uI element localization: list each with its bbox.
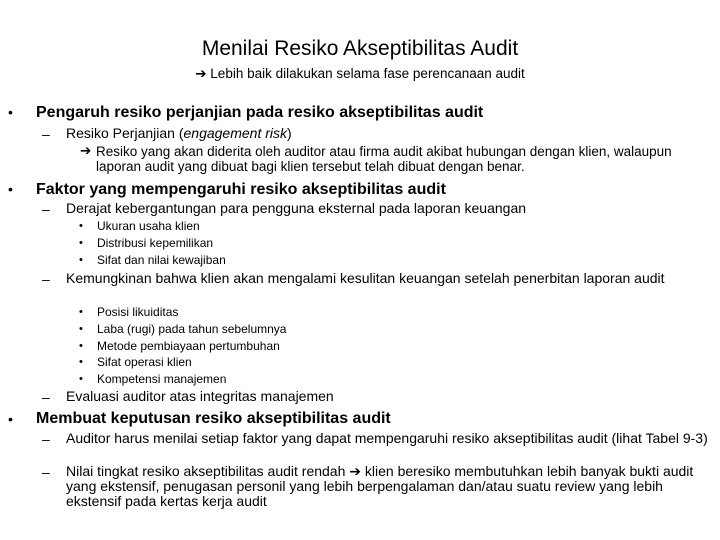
dash-icon: – — [42, 271, 50, 287]
item-text: Resiko Perjanjian ( — [66, 125, 184, 141]
bullet-icon: • — [8, 411, 13, 427]
dot-icon: • — [79, 306, 83, 318]
item-text-end: ) — [287, 125, 292, 141]
list-item: Sifat dan nilai kewajiban — [97, 253, 226, 267]
item-text: Nilai tingkat resiko akseptibilitas audit rendah — [66, 463, 346, 479]
section-heading-1: Pengaruh resiko perjanjian pada resiko akseptibilitas audit — [36, 104, 484, 121]
list-item: Distribusi kepemilikan — [97, 236, 214, 250]
bullet-icon: • — [8, 181, 13, 197]
arrow-icon: ➔ — [349, 463, 361, 479]
slide-subtitle — [0, 65, 720, 83]
slide-title: Menilai Resiko Akseptibilitas Audit — [201, 37, 519, 60]
item-engagement-risk-detail — [80, 144, 716, 174]
item-text-rest: klien beresiko membutuhkan lebih banyak bukti audit yang ekstensif, penugasan personil yang lebih berpengalaman dan/atau suatu review yang lebih ekstensif pada kertas kerja audit — [66, 463, 694, 509]
list-item: Metode pembiayaan pertumbuhan — [97, 339, 280, 353]
item-low-risk — [66, 464, 712, 509]
list-item: Sifat operasi klien — [97, 355, 192, 369]
dot-icon: • — [79, 373, 83, 385]
dot-icon: • — [79, 220, 83, 232]
dot-icon: • — [79, 254, 83, 266]
section-heading-3: Membuat keputusan resiko akseptibilitas audit — [36, 410, 391, 427]
bullet-icon: • — [8, 104, 13, 120]
arrow-icon: ➔ — [80, 143, 92, 158]
subtitle-text: Lebih baik dilakukan selama fase perencanaan audit — [210, 66, 525, 81]
item-financial-difficulty: Kemungkinan bahwa klien akan mengalami kesulitan keuangan setelah penerbitan laporan audit — [66, 270, 665, 286]
item-assess-factors: Auditor harus menilai setiap faktor yang dapat mempengaruhi resiko akseptibilitas audit (lihat Tabel 9-3) — [66, 430, 708, 446]
dot-icon: • — [79, 340, 83, 352]
detail-text: Resiko yang akan diderita oleh auditor atau firma audit akibat hubungan dengan klien, walaupun laporan audit yang dibuat bagi klien tersebut telah dibuat dengan benar. — [96, 144, 672, 174]
item-dependency: Derajat kebergantungan para pengguna eksternal pada laporan keuangan — [66, 200, 527, 216]
dot-icon: • — [79, 356, 83, 368]
item-integrity: Evaluasi auditor atas integritas manajemen — [66, 388, 334, 404]
arrow-icon: ➔ — [195, 66, 207, 81]
dash-icon: – — [42, 464, 50, 480]
dot-icon: • — [79, 323, 83, 335]
list-item: Kompetensi manajemen — [97, 372, 227, 386]
list-item: Ukuran usaha klien — [97, 219, 200, 233]
item-engagement-risk — [66, 126, 712, 141]
dash-icon: – — [42, 126, 50, 142]
dash-icon: – — [42, 431, 50, 447]
dash-icon: – — [42, 201, 50, 217]
item-text-italic: engagement risk — [183, 125, 288, 141]
section-heading-2: Faktor yang mempengaruhi resiko akseptibilitas audit — [36, 181, 446, 198]
list-item: Posisi likuiditas — [97, 305, 179, 319]
list-item: Laba (rugi) pada tahun sebelumnya — [97, 322, 287, 336]
dash-icon: – — [42, 389, 50, 405]
dot-icon: • — [79, 237, 83, 249]
